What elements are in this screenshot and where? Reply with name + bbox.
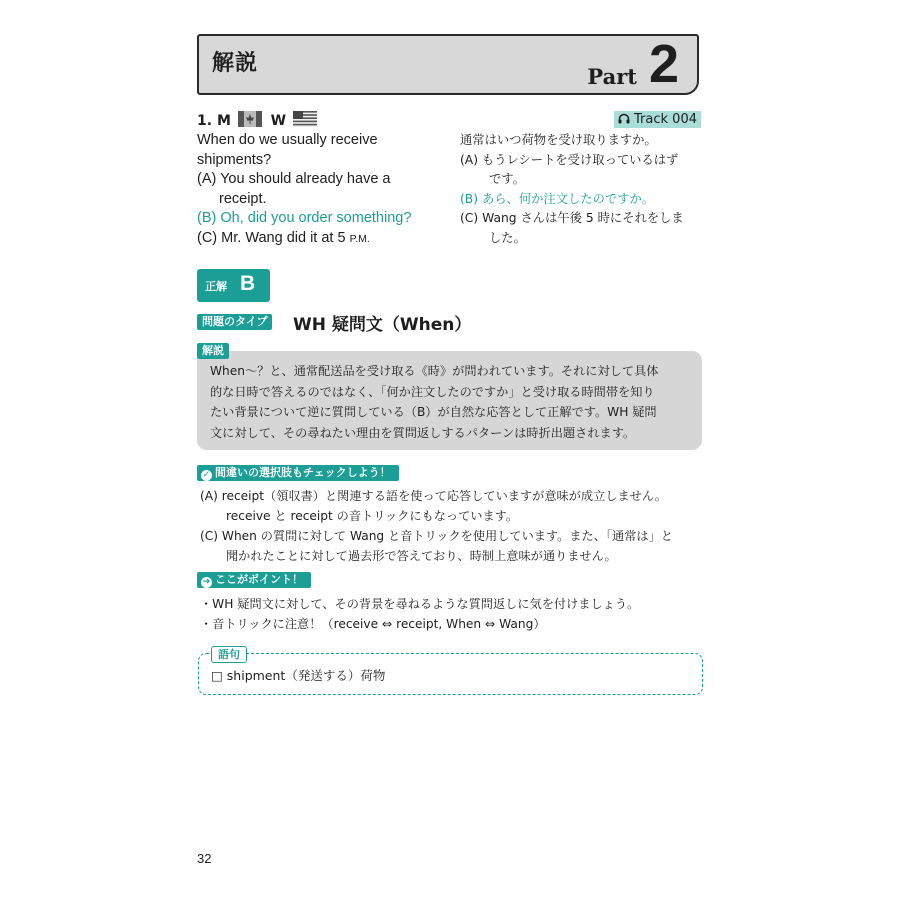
question-type-tag: 問題のタイプ xyxy=(197,314,272,330)
page-number: 32 xyxy=(197,851,212,866)
question-type-text: WH 疑問文（When） xyxy=(293,315,472,335)
option-c-pm: P.M. xyxy=(349,232,370,245)
option-c-line xyxy=(197,229,447,250)
question-header xyxy=(197,111,321,129)
ja-option-a-line-2: です。 xyxy=(489,172,525,186)
headphones-icon xyxy=(618,113,630,124)
key-point-1: ・WH 疑問文に対して、その背景を尋ねるような質問返しに気を付けましょう。 xyxy=(200,597,640,611)
key-point-2: ・音トリックに注意！（receive ⇔ receipt, When ⇔ Wang） xyxy=(200,617,546,631)
ja-option-c-line-1: (C) Wang さんは午後 5 時にそれをしま xyxy=(460,211,684,225)
answer-letter: B xyxy=(240,272,256,295)
vocabulary-item: □ shipment（発送する）荷物 xyxy=(211,668,386,683)
key-point-tag xyxy=(197,572,311,588)
explanation-box xyxy=(197,351,702,450)
option-c-text: (C) Mr. Wang did it at 5 xyxy=(197,229,350,246)
ja-option-b-line: (B) あら、何か注文したのですか。 xyxy=(460,191,655,206)
arrow-right-icon: ➜ xyxy=(202,577,211,587)
wrong-choice-c-line-2: 聞かれたことに対して過去形で答えており、時制上意味が通りません。 xyxy=(226,549,617,563)
wrong-choice-a-line-2: receive と receipt の音トリックにもなっています。 xyxy=(226,509,519,523)
option-a-line-1: (A) You should already have a xyxy=(197,171,391,187)
usa-flag-icon xyxy=(293,111,317,127)
explanation-line-4: 文に対して、その尋ねたい理由を質問返しするパターンは時折出題されます。 xyxy=(210,425,636,440)
japanese-translation xyxy=(460,131,705,248)
explanation-tag: 解説 xyxy=(197,343,229,359)
correct-answer-badge xyxy=(197,269,270,302)
wrong-choices-tag xyxy=(197,465,399,481)
option-a-line-2: receipt. xyxy=(219,190,267,207)
wrong-choice-c-line-1: (C) When の質問に対して Wang と音トリックを使用しています。また、「通常は」と xyxy=(200,529,673,543)
explanation-line-3: たい背景について逆に質問している（B）が自然な応答として正解です。WH 疑問 xyxy=(210,405,657,419)
part-label: Part xyxy=(587,64,637,89)
section-header xyxy=(197,34,699,95)
explanation-line-2: 的な日時で答えるのではなく、「何か注文したのですか」と受け取る時間帯を知り xyxy=(210,384,655,399)
key-point-label: ここがポイント！ xyxy=(215,573,303,586)
option-b-line: (B) Oh, did you order something? xyxy=(197,210,412,226)
track-label: Track 004 xyxy=(634,112,697,127)
vocabulary-tag: 語句 xyxy=(211,646,247,663)
question-number: 1. xyxy=(197,113,213,129)
ja-option-a-line-1: (A) もうレシートを受け取っているはず xyxy=(460,152,679,167)
check-icon: ✓ xyxy=(202,470,211,480)
ja-question-line: 通常はいつ荷物を受け取りますか。 xyxy=(460,133,657,147)
question-line-2: shipments? xyxy=(197,151,272,168)
wrong-choices-label: 間違いの選択肢もチェックしよう！ xyxy=(215,466,391,479)
explanation-line-1: When～？と、通常配送品を受け取る《時》が問われています。それに対して具体 xyxy=(210,364,659,378)
canada-flag-icon xyxy=(238,111,262,127)
speaker-1: M xyxy=(216,113,231,129)
part-number: 2 xyxy=(648,34,679,94)
section-title: 解説 xyxy=(212,51,259,76)
track-badge xyxy=(614,111,701,128)
english-transcript xyxy=(197,131,447,249)
ja-option-c-line-2: した。 xyxy=(489,230,526,245)
question-line-1: When do we usually receive xyxy=(197,132,378,148)
answer-label: 正解 xyxy=(205,280,227,293)
wrong-choice-a-line-1: (A) receipt（領収書）と関連する語を使って応答していますが意味が成立しません。 xyxy=(200,489,667,503)
speaker-2: W xyxy=(270,113,287,129)
